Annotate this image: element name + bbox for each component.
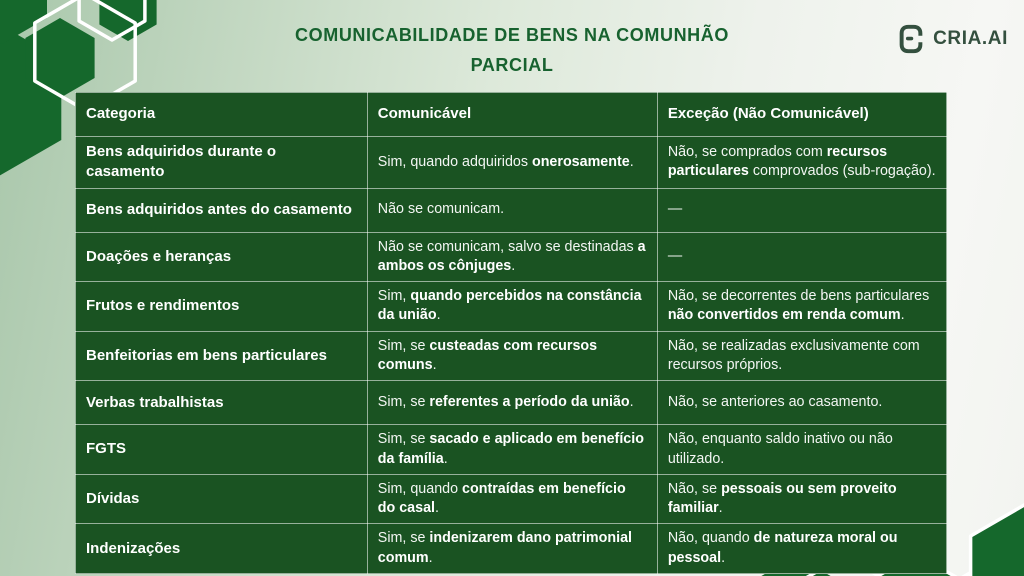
brand-logo xyxy=(896,24,1008,54)
table-header-row xyxy=(76,93,947,137)
communicable-cell: Não se comunicam. xyxy=(367,188,657,232)
category-cell: Frutos e rendimentos xyxy=(76,282,368,332)
column-header-categoria: Categoria xyxy=(76,93,368,137)
column-header-excecao: Exceção (Não Comunicável) xyxy=(657,93,946,137)
exception-cell: Não, enquanto saldo inativo ou não utilizado. xyxy=(657,425,946,475)
table-row xyxy=(76,188,947,232)
table-row xyxy=(76,474,947,524)
communicable-cell: Sim, quando contraídas em benefício do casal. xyxy=(367,474,657,524)
column-header-comunicavel: Comunicável xyxy=(367,93,657,137)
table-row xyxy=(76,425,947,475)
exception-cell: Não, se anteriores ao casamento. xyxy=(657,381,946,425)
category-cell: FGTS xyxy=(76,425,368,475)
table-row xyxy=(76,524,947,574)
exception-cell: Não, se realizadas exclusivamente com recursos próprios. xyxy=(657,331,946,381)
communicable-cell: Sim, se indenizarem dano patrimonial comum. xyxy=(367,524,657,574)
communicable-cell: Sim, se referentes a período da união. xyxy=(367,381,657,425)
table-row xyxy=(76,282,947,332)
page-title: COMUNICABILIDADE DE BENS NA COMUNHÃO PARCIAL xyxy=(295,25,729,75)
exception-cell: Não, se comprados com recursos particulares comprovados (sub-rogação). xyxy=(657,137,946,189)
category-cell: Bens adquiridos durante o casamento xyxy=(76,137,368,189)
exception-cell: Não, quando de natureza moral ou pessoal. xyxy=(657,524,946,574)
exception-cell: Não, se pessoais ou sem proveito familiar. xyxy=(657,474,946,524)
category-cell: Dívidas xyxy=(76,474,368,524)
communicable-cell: Não se comunicam, salvo se destinadas a ambos os cônjuges. xyxy=(367,232,657,282)
communicable-cell: Sim, quando percebidos na constância da união. xyxy=(367,282,657,332)
exception-cell: Não, se decorrentes de bens particulares não convertidos em renda comum. xyxy=(657,282,946,332)
communicable-cell: Sim, se sacado e aplicado em benefício da família. xyxy=(367,425,657,475)
exception-cell: — xyxy=(657,232,946,282)
table-row xyxy=(76,232,947,282)
table-row xyxy=(76,137,947,189)
brand-name: CRIA.AI xyxy=(933,28,1008,49)
exception-cell: — xyxy=(657,188,946,232)
table-body xyxy=(76,137,947,574)
category-cell: Doações e heranças xyxy=(76,232,368,282)
communicable-cell: Sim, se custeadas com recursos comuns. xyxy=(367,331,657,381)
comunicabilidade-table xyxy=(75,92,947,574)
communicable-cell: Sim, quando adquiridos onerosamente. xyxy=(367,137,657,189)
category-cell: Bens adquiridos antes do casamento xyxy=(76,188,368,232)
category-cell: Verbas trabalhistas xyxy=(76,381,368,425)
cria-ai-logo-icon xyxy=(896,24,926,54)
category-cell: Benfeitorias em bens particulares xyxy=(76,331,368,381)
table-row xyxy=(76,331,947,381)
table-row xyxy=(76,381,947,425)
category-cell: Indenizações xyxy=(76,524,368,574)
